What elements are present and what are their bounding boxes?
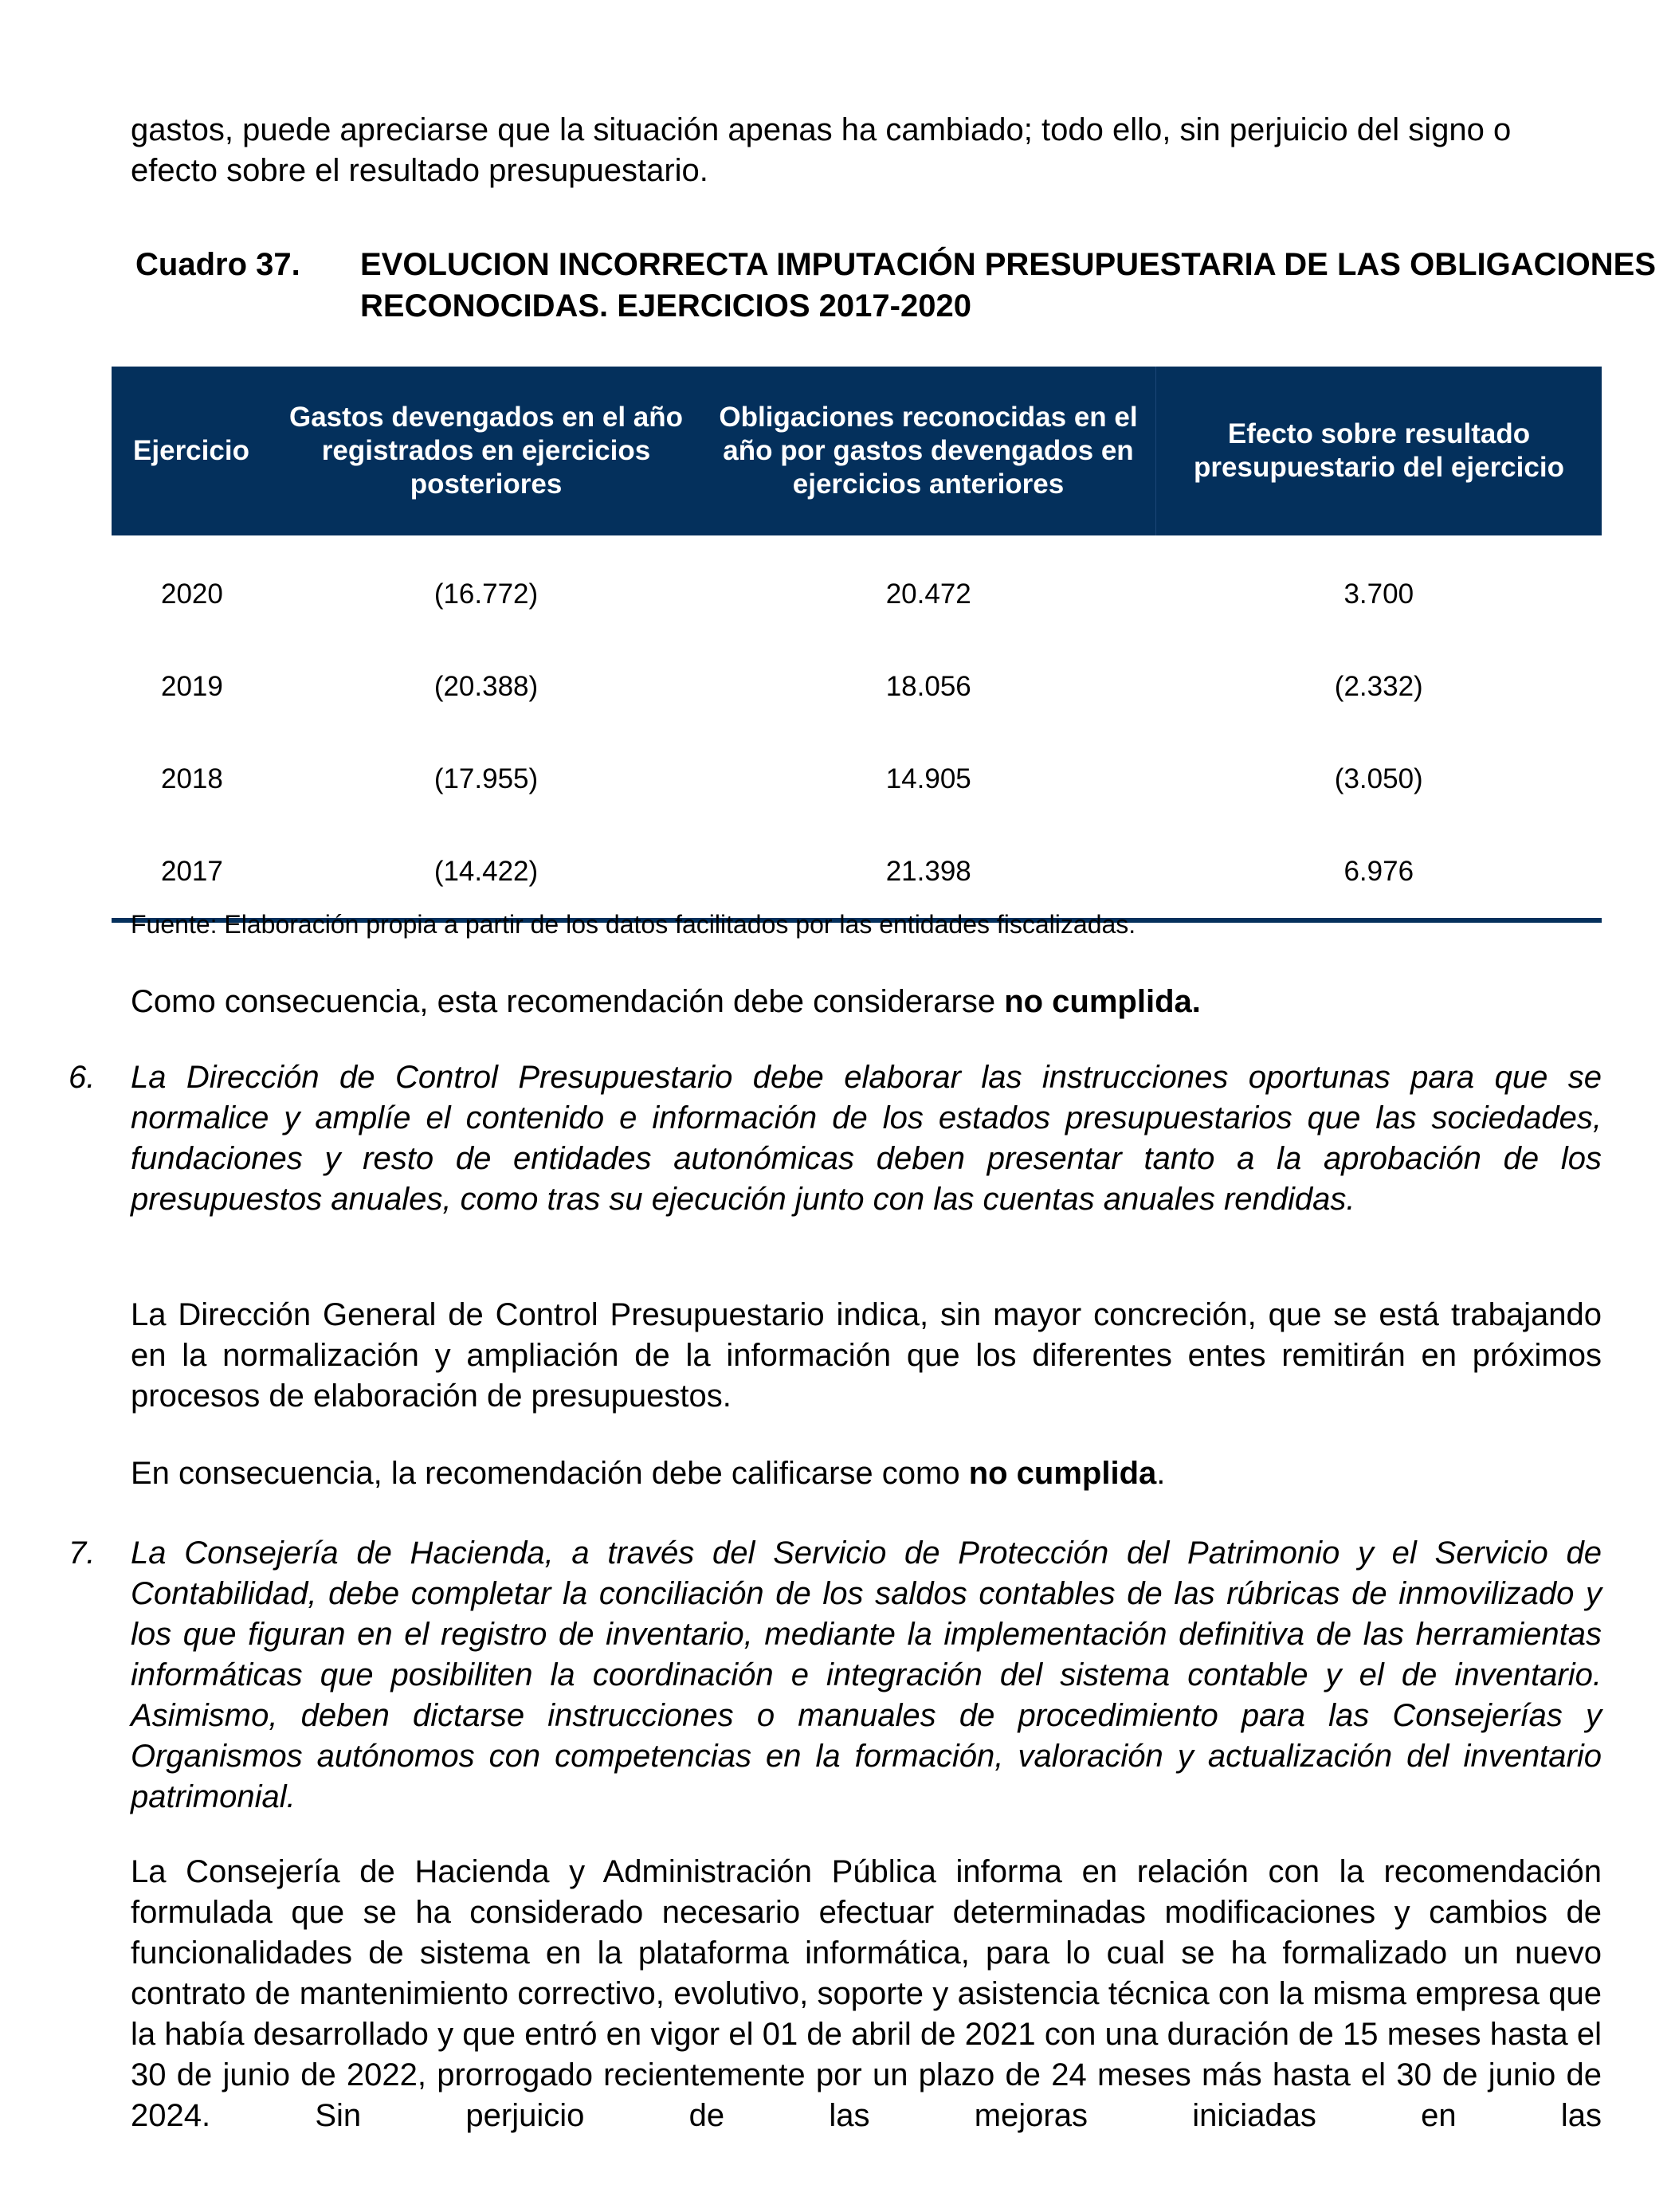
cell-year: 2019: [161, 671, 223, 702]
cell-gastos: (17.955): [433, 763, 539, 794]
header-ejercicio: Ejercicio: [112, 367, 271, 535]
table-row: [112, 733, 1602, 826]
response-6: La Dirección General de Control Presupuestario indica, sin mayor concreción, que se está trabajando en la normalización y ampliación de la información que los diferentes entes remitirán en próximos procesos de elaboración de presupuestos.: [131, 1297, 1602, 1414]
recommendation-7: La Consejería de Hacienda, a través del Servicio de Protección del Patrimonio y el Servicio de Contabilidad, debe completar la conciliación de los saldos contables de las rúbricas de inmovilizado y los que figuran en el registro de inventario, mediante la implementación definitiva de las herramientas informáticas que posibiliten la coordinación e integración del sistema contable y el de inventario. Asimismo, deben dictarse instrucciones o manuales de procedimiento para las Consejerías y Organismos autónomos con competencias en la formación, valoración y actualización del inventario patrimonial.: [131, 1535, 1602, 1814]
item-number-7: 7.: [69, 1535, 96, 1571]
conclusion-text: En consecuencia, la recomendación debe calificarse como: [131, 1456, 969, 1491]
cell-gastos: (20.388): [433, 671, 539, 702]
conclusion-status: no cumplida.: [1004, 984, 1201, 1019]
response-7: La Consejería de Hacienda y Administración Pública informa en relación con la recomendación formulada que se ha considerado necesario efectuar determinadas modificaciones y cambios de funcionalidades de sistema en la plataforma informática, para lo cual se ha formalizado un nuevo contrato de mantenimiento correctivo, evolutivo, soporte y asistencia técnica con la misma empresa que la había desarrollado y que entró en vigor el 01 de abril de 2021 con una duración de 15 meses hasta el 30 de junio de 2022, prorrogado recientemente por un plazo de 24 meses más hasta el 30 de junio de 2024. Sin perjuicio de las mejoras iniciadas en las: [131, 1854, 1602, 2133]
cell-efecto: 3.700: [1343, 578, 1414, 610]
cell-obligaciones: 18.056: [885, 671, 971, 702]
conclusion-paragraph-1: [131, 982, 1602, 1022]
recommendation-6: La Dirección de Control Presupuestario debe elaborar las instrucciones oportunas para que se normalice y amplíe el contenido e información de los estados presupuestarios que las sociedades, fundaciones y resto de entidades autonómicas deben presentar tanto a la aprobación de los presupuestos anuales, como tras su ejecución junto con las cuentas anuales rendidas.: [131, 1060, 1602, 1217]
table-header-row: [112, 367, 1602, 535]
cell-obligaciones: 21.398: [701, 826, 1156, 920]
cell-year: 2018: [161, 763, 223, 794]
header-obligaciones-reconocidas: Obligaciones reconocidas en el año por gastos devengados en ejercicios anteriores: [701, 367, 1156, 535]
conclusion-status: no cumplida: [968, 1456, 1157, 1491]
cell-efecto: (3.050): [1334, 763, 1423, 794]
table-row: [112, 826, 1602, 920]
cell-year: 2017: [112, 826, 271, 920]
cell-year: 2020: [161, 578, 223, 610]
data-table: [112, 367, 1602, 923]
table-caption-title: EVOLUCION INCORRECTA IMPUTACIÓN PRESUPUESTARIA DE LAS OBLIGACIONES RECONOCIDAS. EJERCICIOS 2017-2020: [360, 247, 1656, 324]
conclusion-end: .: [1156, 1456, 1166, 1491]
table-caption-label: Cuadro 37.: [135, 247, 300, 282]
table-source-note: Fuente: Elaboración propia a partir de los datos facilitados por las entidades fiscalizadas.: [131, 910, 1136, 939]
cell-obligaciones: 14.905: [885, 763, 971, 794]
conclusion-text: Como consecuencia, esta recomendación debe considerarse: [131, 984, 1005, 1019]
item-number-6: 6.: [69, 1060, 96, 1095]
header-efecto-resultado: Efecto sobre resultado presupuestario del ejercicio: [1156, 367, 1602, 535]
header-gastos-devengados: Gastos devengados en el año registrados en ejercicios posteriores: [271, 367, 701, 535]
conclusion-paragraph-6: [131, 1453, 1602, 1494]
intro-paragraph: gastos, puede apreciarse que la situación apenas ha cambiado; todo ello, sin perjuicio del signo o efecto sobre el resultado presupuestario.: [131, 112, 1512, 188]
cell-gastos: (16.772): [433, 578, 539, 610]
cell-efecto: (2.332): [1334, 671, 1423, 702]
table-row: [112, 548, 1602, 641]
cell-obligaciones: 20.472: [885, 578, 971, 610]
cell-gastos: (14.422): [271, 826, 701, 920]
table-row: [112, 641, 1602, 733]
cell-efecto: 6.976: [1156, 826, 1602, 920]
